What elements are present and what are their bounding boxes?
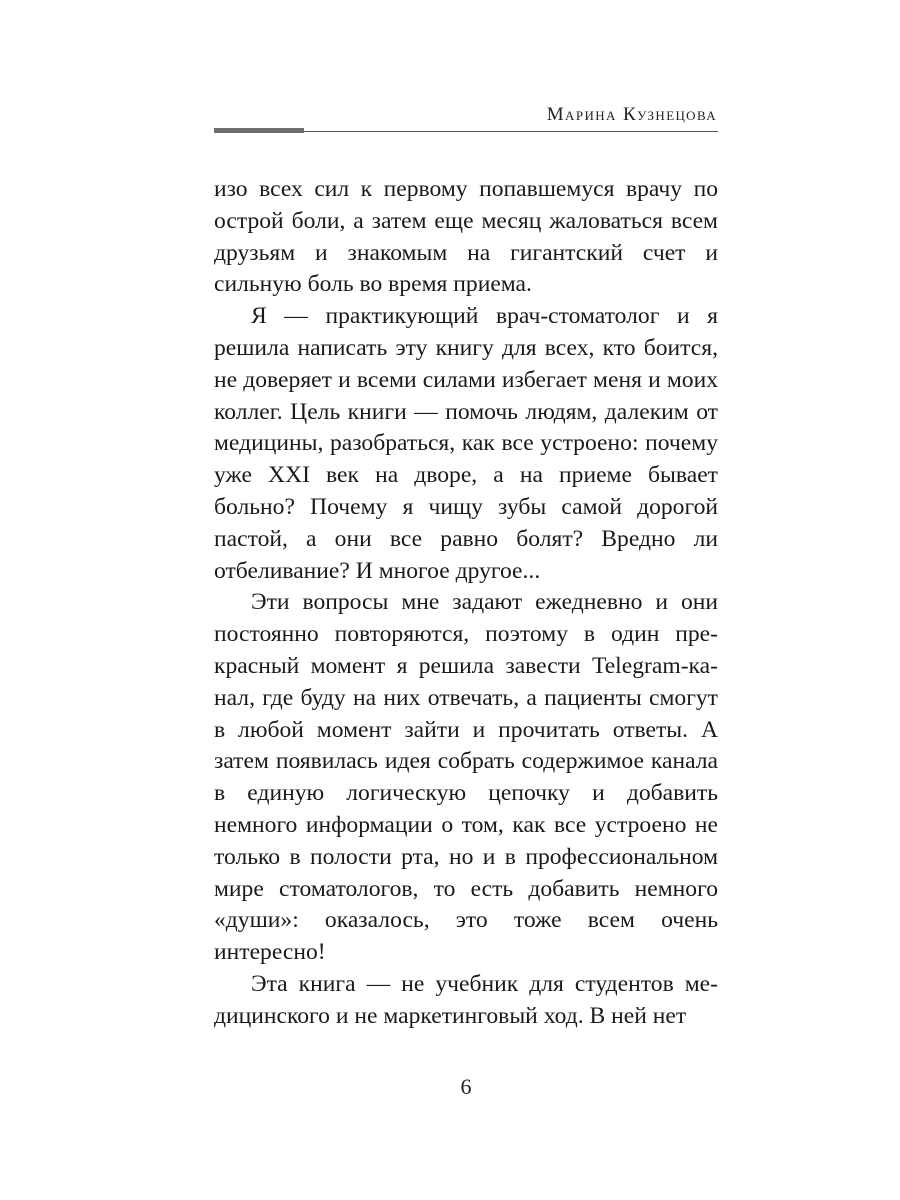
page-number: 6 — [460, 1074, 472, 1099]
paragraph-continuation: изо всех сил к первому попавшемуся врачу по острой боли, а затем еще месяц жаловаться всем друзьям и знакомым на гигантский счет и сильную боль во время приема. — [214, 176, 718, 298]
paragraph: Я — практикующий врач-стоматолог и я решила написать эту книгу для всех, кто боится, не доверяет и всеми силами избегает меня и моих коллег. Цель книги — помочь людям, далеким от медицины, разобраться, как все устроено: почему уже XXI век на дворе, а на приеме бывает больно? Почему я чищу зубы самой дорогой пастой, а они все равно болят? Вредно ли отбеливание? И многое другое... — [214, 303, 718, 584]
paragraph: Эта книга — не учебник для студентов медицинского и не маркетинговый ход. В ней нет — [214, 970, 718, 1029]
header-rule-accent — [214, 128, 304, 133]
running-head-author: Марина Кузнецова — [546, 104, 717, 125]
paragraph: Эти вопросы мне задают ежедневно и они постоянно повторяются, поэтому в один прекрасный момент я решила завести Telegram-канал, где буду на них отвечать, а пациенты смогут в любой момент зайти и прочитать ответы. А затем появилась идея собрать содержимое канала в единую логическую цепочку и добавить немного информации о том, как все устроено не только в полости рта, но и в профессиональном мире стоматологов, то есть добавить немного «души»: оказалось, это тоже всем очень интересно! — [214, 589, 718, 966]
body-text — [214, 174, 718, 1033]
